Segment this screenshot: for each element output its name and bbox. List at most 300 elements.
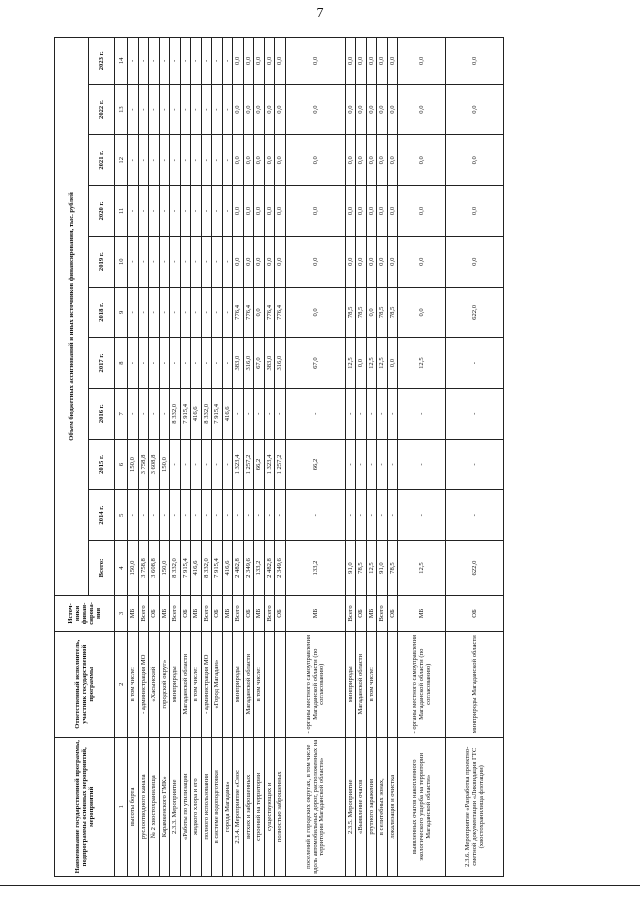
row-value-cell: 12,5 bbox=[366, 338, 377, 389]
row-value-cell: 0,0 bbox=[366, 135, 377, 186]
row-value-cell: 78,5 bbox=[356, 541, 367, 596]
row-value-cell: 0,0 bbox=[233, 38, 244, 85]
row-value-cell: - bbox=[170, 38, 181, 85]
row-source-cell: ОБ bbox=[243, 596, 254, 632]
row-value-cell: - bbox=[149, 287, 160, 338]
row-executor-cell: минприроды bbox=[170, 631, 181, 737]
row-value-cell: 776,4 bbox=[233, 287, 244, 338]
row-value-cell: - bbox=[345, 490, 356, 541]
row-value-cell: 0,0 bbox=[233, 84, 244, 135]
column-number: 8 bbox=[115, 338, 128, 389]
row-value-cell: 0,0 bbox=[356, 84, 367, 135]
header-year: 2018 г. bbox=[89, 287, 115, 338]
row-value-cell: - bbox=[180, 490, 191, 541]
header-year: 2022 г. bbox=[89, 84, 115, 135]
row-value-cell: 66,2 bbox=[254, 439, 265, 490]
row-value-cell: 66,2 bbox=[285, 439, 345, 490]
row-value-cell: 0,0 bbox=[264, 186, 275, 237]
header-year: 2019 г. bbox=[89, 236, 115, 287]
row-value-cell: 7 915,4 bbox=[180, 541, 191, 596]
row-value-cell: 78,5 bbox=[387, 287, 398, 338]
row-value-cell: - bbox=[159, 135, 170, 186]
row-value-cell: 0,0 bbox=[398, 135, 446, 186]
row-value-cell: - bbox=[201, 439, 212, 490]
row-value-cell: - bbox=[233, 388, 244, 439]
row-value-cell: 776,4 bbox=[243, 287, 254, 338]
row-value-cell: - bbox=[159, 236, 170, 287]
row-value-cell: 0,0 bbox=[254, 287, 265, 338]
row-name-cell: существующих и bbox=[264, 737, 275, 876]
row-executor-cell: - органы местного самоуправления Магаданской области (по согласованию) bbox=[398, 631, 446, 737]
table-row bbox=[366, 38, 377, 877]
row-value-cell: - bbox=[201, 135, 212, 186]
row-value-cell: 0,0 bbox=[275, 186, 286, 237]
row-name-cell: 2.3.3. Мероприятие bbox=[170, 737, 181, 876]
row-value-cell: 383,0 bbox=[233, 338, 244, 389]
column-number: 12 bbox=[115, 135, 128, 186]
row-value-cell: - bbox=[149, 490, 160, 541]
row-value-cell: 0,0 bbox=[446, 135, 504, 186]
row-value-cell: 0,0 bbox=[356, 338, 367, 389]
row-value-cell: - bbox=[212, 287, 223, 338]
table-row bbox=[345, 38, 356, 877]
row-executor-cell bbox=[264, 631, 275, 737]
header-volume: Объем бюджетных ассигнований и иных источников финансирования, тыс. рублей bbox=[55, 38, 89, 596]
header-numbers-row bbox=[115, 38, 128, 877]
row-value-cell: 7 915,4 bbox=[180, 388, 191, 439]
row-value-cell: 0,0 bbox=[398, 186, 446, 237]
row-value-cell: - bbox=[191, 135, 202, 186]
row-source-cell: МБ bbox=[191, 596, 202, 632]
row-value-cell: 0,0 bbox=[366, 287, 377, 338]
row-source-cell: Всего bbox=[233, 596, 244, 632]
row-value-cell: - bbox=[345, 439, 356, 490]
row-executor-cell: в том числе: bbox=[366, 631, 377, 737]
table-row bbox=[264, 38, 275, 877]
row-value-cell: 150,0 bbox=[128, 541, 139, 596]
row-value-cell: - bbox=[398, 439, 446, 490]
header-name: Наименование государственной программы, подпрограммы основных мероприятий, мероприятий bbox=[55, 737, 115, 876]
table-row bbox=[170, 38, 181, 877]
row-value-cell: 0,0 bbox=[398, 236, 446, 287]
row-value-cell: 416,6 bbox=[222, 541, 233, 596]
row-value-cell: - bbox=[170, 186, 181, 237]
row-value-cell: - bbox=[212, 135, 223, 186]
row-value-cell: - bbox=[254, 388, 265, 439]
row-value-cell: 0,0 bbox=[398, 287, 446, 338]
row-value-cell: - bbox=[138, 287, 149, 338]
column-number: 10 bbox=[115, 236, 128, 287]
row-value-cell: 7 915,4 bbox=[212, 388, 223, 439]
row-name-cell: № 2 хвостохранилища bbox=[149, 737, 160, 876]
row-value-cell: - bbox=[387, 490, 398, 541]
row-value-cell: 0,0 bbox=[377, 38, 388, 85]
row-name-cell: жидкого хлора и его bbox=[191, 737, 202, 876]
row-value-cell: - bbox=[377, 388, 388, 439]
row-value-cell: - bbox=[128, 135, 139, 186]
column-number: 9 bbox=[115, 287, 128, 338]
row-value-cell: 0,0 bbox=[243, 186, 254, 237]
row-value-cell: - bbox=[138, 338, 149, 389]
row-value-cell: 12,5 bbox=[366, 541, 377, 596]
row-value-cell: - bbox=[356, 490, 367, 541]
row-value-cell: - bbox=[180, 439, 191, 490]
row-value-cell: 0,0 bbox=[285, 186, 345, 237]
row-value-cell: 0,0 bbox=[446, 38, 504, 85]
row-name-cell: ртутного заражения bbox=[366, 737, 377, 876]
column-number: 11 bbox=[115, 186, 128, 237]
table-row bbox=[254, 38, 265, 877]
row-value-cell: 8 332,0 bbox=[201, 388, 212, 439]
table-row bbox=[201, 38, 212, 877]
row-name-cell: города Магадана» bbox=[222, 737, 233, 876]
row-value-cell: - bbox=[128, 388, 139, 439]
row-value-cell: 7 915,4 bbox=[212, 541, 223, 596]
row-value-cell: - bbox=[243, 490, 254, 541]
bottom-rule bbox=[0, 885, 640, 886]
row-value-cell: - bbox=[149, 388, 160, 439]
row-value-cell: 0,0 bbox=[243, 38, 254, 85]
column-number: 1 bbox=[115, 737, 128, 876]
row-name-cell: в системе водоподготовки bbox=[212, 737, 223, 876]
row-value-cell: 2 482,8 bbox=[264, 541, 275, 596]
row-source-cell: Всего bbox=[201, 596, 212, 632]
row-value-cell: 0,0 bbox=[285, 287, 345, 338]
row-value-cell: 3 608,8 bbox=[149, 439, 160, 490]
row-value-cell: 0,0 bbox=[345, 186, 356, 237]
row-value-cell: - bbox=[201, 287, 212, 338]
header-year: 2021 г. bbox=[89, 135, 115, 186]
row-value-cell: - bbox=[149, 84, 160, 135]
row-source-cell: Всего bbox=[377, 596, 388, 632]
row-value-cell: 0,0 bbox=[264, 135, 275, 186]
row-value-cell: - bbox=[285, 388, 345, 439]
row-value-cell: - bbox=[201, 186, 212, 237]
row-value-cell: - bbox=[138, 186, 149, 237]
row-value-cell: - bbox=[170, 490, 181, 541]
row-executor-cell: минприроды bbox=[345, 631, 356, 737]
row-value-cell: 133,2 bbox=[285, 541, 345, 596]
row-value-cell: - bbox=[191, 84, 202, 135]
row-value-cell: - bbox=[212, 338, 223, 389]
row-name-cell: 2.3.5. Мероприятие bbox=[345, 737, 356, 876]
row-value-cell: 0,0 bbox=[387, 38, 398, 85]
row-value-cell: 0,0 bbox=[243, 135, 254, 186]
row-value-cell: 0,0 bbox=[285, 38, 345, 85]
row-value-cell: 67,0 bbox=[254, 338, 265, 389]
row-value-cell: - bbox=[446, 490, 504, 541]
row-value-cell: 0,0 bbox=[254, 135, 265, 186]
row-value-cell: 8 332,0 bbox=[201, 541, 212, 596]
row-name-cell: руслоотводного канала bbox=[138, 737, 149, 876]
row-executor-cell: в том числе: bbox=[128, 631, 139, 737]
row-value-cell: - bbox=[446, 388, 504, 439]
row-value-cell: - bbox=[222, 287, 233, 338]
row-value-cell: 383,0 bbox=[264, 338, 275, 389]
row-source-cell: ОБ bbox=[212, 596, 223, 632]
row-source-cell: ОБ bbox=[356, 596, 367, 632]
row-name-cell: 2.3.4. Мероприятие «Снос bbox=[233, 737, 244, 876]
row-value-cell: - bbox=[222, 236, 233, 287]
row-value-cell: 12,5 bbox=[398, 541, 446, 596]
row-value-cell: 0,0 bbox=[243, 84, 254, 135]
row-value-cell: 150,0 bbox=[159, 541, 170, 596]
row-value-cell: - bbox=[366, 490, 377, 541]
row-value-cell: 0,0 bbox=[356, 236, 367, 287]
table-row bbox=[180, 38, 191, 877]
row-value-cell: - bbox=[243, 388, 254, 439]
row-value-cell: 12,5 bbox=[398, 338, 446, 389]
row-value-cell: 1 323,4 bbox=[233, 439, 244, 490]
column-number: 2 bbox=[115, 631, 128, 737]
row-executor-cell: «Город Магадан» bbox=[212, 631, 223, 737]
row-value-cell: 0,0 bbox=[345, 84, 356, 135]
row-value-cell: - bbox=[170, 84, 181, 135]
row-value-cell: 133,2 bbox=[254, 541, 265, 596]
row-value-cell: 91,0 bbox=[345, 541, 356, 596]
row-value-cell: - bbox=[128, 186, 139, 237]
row-value-cell: - bbox=[356, 439, 367, 490]
row-value-cell: 0,0 bbox=[275, 84, 286, 135]
row-value-cell: - bbox=[170, 135, 181, 186]
row-source-cell: МБ bbox=[222, 596, 233, 632]
row-value-cell: 2 482,8 bbox=[233, 541, 244, 596]
row-value-cell: 0,0 bbox=[366, 38, 377, 85]
row-executor-cell bbox=[275, 631, 286, 737]
row-value-cell: 416,6 bbox=[191, 388, 202, 439]
row-value-cell: - bbox=[222, 84, 233, 135]
row-value-cell: - bbox=[201, 490, 212, 541]
row-value-cell: - bbox=[138, 38, 149, 85]
row-value-cell: 1 323,4 bbox=[264, 439, 275, 490]
row-executor-cell: - администрация МО bbox=[201, 631, 212, 737]
row-value-cell: - bbox=[398, 490, 446, 541]
header-year: 2023 г. bbox=[89, 38, 115, 85]
row-value-cell: 0,0 bbox=[254, 186, 265, 237]
row-source-cell: МБ bbox=[366, 596, 377, 632]
row-executor-cell: в том числе: bbox=[191, 631, 202, 737]
row-value-cell: - bbox=[170, 236, 181, 287]
row-value-cell: - bbox=[128, 287, 139, 338]
row-value-cell: - bbox=[377, 490, 388, 541]
row-value-cell: - bbox=[201, 236, 212, 287]
row-value-cell: - bbox=[191, 38, 202, 85]
row-name-cell: ветхих и заброшенных bbox=[243, 737, 254, 876]
row-value-cell: 0,0 bbox=[233, 236, 244, 287]
row-value-cell: - bbox=[170, 338, 181, 389]
row-value-cell: 78,5 bbox=[356, 287, 367, 338]
header-year: 2016 г. bbox=[89, 388, 115, 439]
row-value-cell: - bbox=[191, 338, 202, 389]
row-value-cell: - bbox=[138, 84, 149, 135]
row-value-cell: - bbox=[366, 439, 377, 490]
row-source-cell: МБ bbox=[128, 596, 139, 632]
row-value-cell: - bbox=[170, 287, 181, 338]
row-value-cell: 3 758,8 bbox=[138, 541, 149, 596]
row-value-cell: 0,0 bbox=[285, 84, 345, 135]
row-source-cell: ОБ bbox=[446, 596, 504, 632]
row-value-cell: 316,0 bbox=[275, 338, 286, 389]
row-value-cell: 3 758,8 bbox=[138, 439, 149, 490]
row-value-cell: 0,0 bbox=[356, 186, 367, 237]
row-source-cell: Всего bbox=[138, 596, 149, 632]
row-value-cell: - bbox=[159, 38, 170, 85]
row-source-cell: Всего bbox=[345, 596, 356, 632]
row-value-cell: - bbox=[180, 287, 191, 338]
row-value-cell: 0,0 bbox=[446, 84, 504, 135]
row-source-cell: Всего bbox=[170, 596, 181, 632]
row-value-cell: 0,0 bbox=[446, 236, 504, 287]
row-value-cell: - bbox=[191, 186, 202, 237]
row-executor-cell: - администрация МО bbox=[138, 631, 149, 737]
row-value-cell: 0,0 bbox=[233, 186, 244, 237]
row-value-cell: - bbox=[222, 490, 233, 541]
row-name-cell: Карамкенского ГМК» bbox=[159, 737, 170, 876]
page-number: 7 bbox=[316, 6, 324, 21]
row-value-cell: 0,0 bbox=[387, 186, 398, 237]
row-executor-cell: минприроды Магаданской области bbox=[446, 631, 504, 737]
row-value-cell: 0,0 bbox=[233, 135, 244, 186]
row-value-cell: 0,0 bbox=[285, 236, 345, 287]
column-number: 7 bbox=[115, 388, 128, 439]
financing-table bbox=[54, 37, 504, 877]
row-value-cell: - bbox=[254, 490, 265, 541]
row-value-cell: - bbox=[138, 135, 149, 186]
row-value-cell: 0,0 bbox=[366, 84, 377, 135]
table-row bbox=[243, 38, 254, 877]
row-value-cell: - bbox=[222, 338, 233, 389]
row-source-cell: МБ bbox=[159, 596, 170, 632]
row-value-cell: - bbox=[275, 388, 286, 439]
header-year: Всего: bbox=[89, 541, 115, 596]
row-value-cell: 0,0 bbox=[275, 38, 286, 85]
row-value-cell: - bbox=[180, 84, 191, 135]
table-row bbox=[356, 38, 367, 877]
row-name-cell: в селитебных зонах, bbox=[377, 737, 388, 876]
row-value-cell: - bbox=[159, 338, 170, 389]
row-value-cell: - bbox=[446, 439, 504, 490]
row-value-cell: 0,0 bbox=[366, 186, 377, 237]
row-value-cell: - bbox=[149, 38, 160, 85]
table-row bbox=[377, 38, 388, 877]
column-number: 3 bbox=[115, 596, 128, 632]
row-value-cell: - bbox=[345, 388, 356, 439]
row-value-cell: - bbox=[159, 388, 170, 439]
row-value-cell: 0,0 bbox=[345, 236, 356, 287]
row-value-cell: - bbox=[159, 186, 170, 237]
row-value-cell: 0,0 bbox=[356, 38, 367, 85]
row-value-cell: - bbox=[128, 338, 139, 389]
row-value-cell: - bbox=[191, 287, 202, 338]
row-value-cell: - bbox=[201, 84, 212, 135]
row-value-cell: - bbox=[159, 490, 170, 541]
table-row bbox=[387, 38, 398, 877]
row-value-cell: - bbox=[170, 439, 181, 490]
header-year: 2015 г. bbox=[89, 439, 115, 490]
row-value-cell: - bbox=[149, 186, 160, 237]
column-number: 13 bbox=[115, 84, 128, 135]
row-name-cell: «Работы по утилизации bbox=[180, 737, 191, 876]
row-value-cell: - bbox=[128, 84, 139, 135]
row-value-cell: 0,0 bbox=[254, 84, 265, 135]
row-executor-cell bbox=[377, 631, 388, 737]
table-row bbox=[222, 38, 233, 877]
row-name-cell: выявленных очагов накопленного экологического ущерба на территории Магаданской области» bbox=[398, 737, 446, 876]
column-number: 6 bbox=[115, 439, 128, 490]
row-value-cell: 0,0 bbox=[398, 38, 446, 85]
row-value-cell: - bbox=[159, 287, 170, 338]
row-value-cell: - bbox=[180, 135, 191, 186]
column-number: 5 bbox=[115, 490, 128, 541]
table-header bbox=[55, 38, 128, 877]
row-value-cell: 0,0 bbox=[264, 84, 275, 135]
row-value-cell: 0,0 bbox=[366, 236, 377, 287]
row-executor-cell: Магаданской области bbox=[243, 631, 254, 737]
table-row bbox=[446, 38, 504, 877]
row-value-cell: 0,0 bbox=[446, 186, 504, 237]
row-source-cell: МБ bbox=[254, 596, 265, 632]
row-source-cell: МБ bbox=[285, 596, 345, 632]
row-source-cell: ОБ bbox=[149, 596, 160, 632]
row-value-cell: 3 608,8 bbox=[149, 541, 160, 596]
row-value-cell: 0,0 bbox=[345, 135, 356, 186]
row-value-cell: 2 349,6 bbox=[275, 541, 286, 596]
header-year: 2017 г. bbox=[89, 338, 115, 389]
row-value-cell: - bbox=[212, 439, 223, 490]
row-source-cell: МБ bbox=[398, 596, 446, 632]
row-value-cell: 0,0 bbox=[387, 135, 398, 186]
row-name-cell: полностью заброшенных bbox=[275, 737, 286, 876]
row-value-cell: - bbox=[377, 439, 388, 490]
row-value-cell: 0,0 bbox=[398, 84, 446, 135]
row-value-cell: 416,6 bbox=[222, 388, 233, 439]
row-executor-cell: Магаданской области bbox=[356, 631, 367, 737]
row-value-cell: 776,4 bbox=[264, 287, 275, 338]
column-number: 14 bbox=[115, 38, 128, 85]
row-value-cell: 0,0 bbox=[254, 38, 265, 85]
row-value-cell: 0,0 bbox=[387, 236, 398, 287]
row-name-cell: высоты борта bbox=[128, 737, 139, 876]
row-name-cell: строений на территории bbox=[254, 737, 265, 876]
row-value-cell: 0,0 bbox=[356, 135, 367, 186]
row-value-cell: 67,0 bbox=[285, 338, 345, 389]
table-row bbox=[275, 38, 286, 877]
table-row bbox=[149, 38, 160, 877]
row-value-cell: - bbox=[180, 338, 191, 389]
row-executor-cell: - органы местного самоуправления Магаданской области (по согласованию) bbox=[285, 631, 345, 737]
row-value-cell: 0,0 bbox=[377, 135, 388, 186]
row-executor-cell bbox=[222, 631, 233, 737]
row-value-cell: - bbox=[222, 135, 233, 186]
row-value-cell: 0,0 bbox=[275, 135, 286, 186]
row-value-cell: - bbox=[149, 338, 160, 389]
row-value-cell: 0,0 bbox=[387, 338, 398, 389]
row-executor-cell bbox=[387, 631, 398, 737]
row-value-cell: - bbox=[138, 388, 149, 439]
row-value-cell: 0,0 bbox=[254, 236, 265, 287]
row-value-cell: 622,0 bbox=[446, 287, 504, 338]
row-value-cell: 8 332,0 bbox=[170, 541, 181, 596]
row-value-cell: - bbox=[356, 388, 367, 439]
row-value-cell: - bbox=[212, 236, 223, 287]
row-value-cell: 0,0 bbox=[243, 236, 254, 287]
row-value-cell: - bbox=[201, 38, 212, 85]
row-value-cell: - bbox=[398, 388, 446, 439]
table-row bbox=[398, 38, 446, 877]
row-value-cell: 0,0 bbox=[264, 236, 275, 287]
row-value-cell: 0,0 bbox=[377, 84, 388, 135]
row-value-cell: - bbox=[180, 236, 191, 287]
